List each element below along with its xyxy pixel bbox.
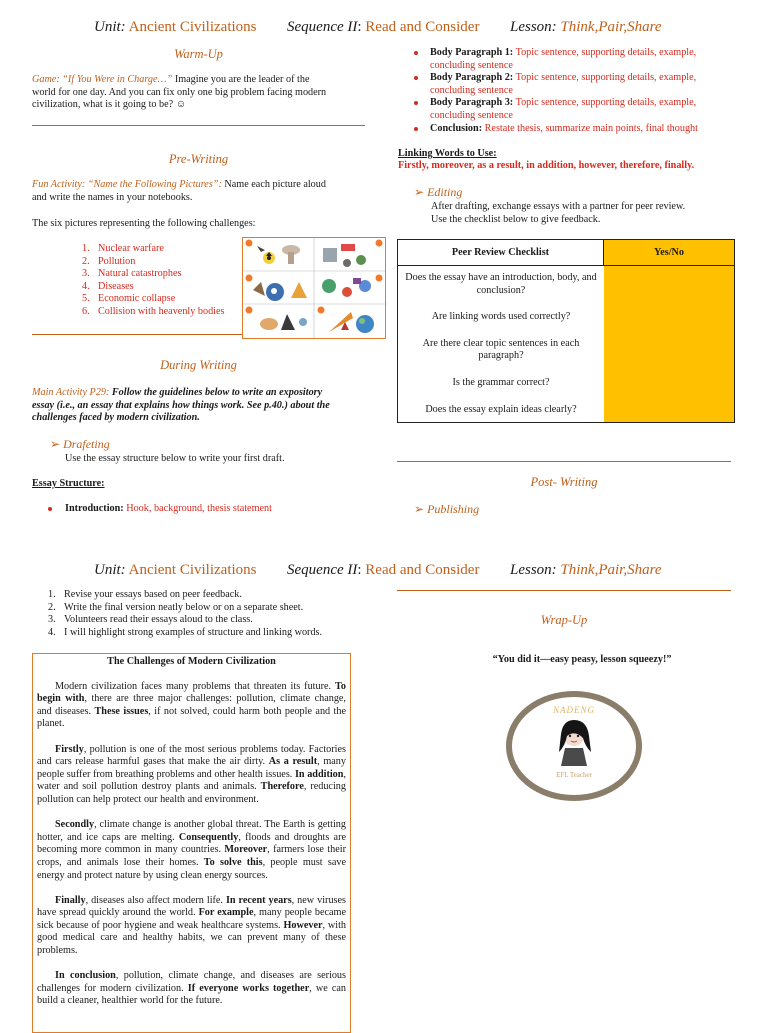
bullet-icon — [414, 51, 418, 55]
sequence-key: Sequence II — [287, 19, 358, 35]
sequence-header-2: Sequence II: Read and Consider — [287, 562, 480, 578]
list-item: 2. Write the final version neatly below or on a separate sheet. — [48, 601, 304, 613]
essay-text: , new viruses have spread quickly around the world. — [37, 894, 346, 919]
essay-text: , diseases also affect modern life. — [85, 894, 226, 906]
essay-linking-word: In conclusion — [55, 970, 116, 982]
essay-text: , there are three major challenges: pollution, climate change, and diseases. — [37, 693, 346, 717]
during-writing-title: During Writing — [160, 358, 237, 372]
bullet-icon — [414, 76, 418, 80]
warmup-text — [32, 74, 365, 112]
introduction-label: Introduction: — [65, 503, 124, 514]
essay-paragraph — [37, 895, 346, 958]
editing-heading — [414, 185, 462, 200]
list-item: 1. Nuclear warfare — [82, 243, 164, 254]
main-activity-text-3: challenges faced by modern civilization. — [32, 412, 200, 424]
essay-linking-word: In addition — [294, 768, 344, 780]
activity-label: Fun Activity: “Name the Following Pictures”: — [32, 179, 222, 190]
prewriting-activity — [32, 179, 365, 204]
lesson-header-1 — [510, 19, 662, 36]
essay-linking-word: However — [283, 919, 323, 931]
essay-text: , floods and droughts are becoming more common in many countries. — [37, 831, 346, 856]
essay-text: , many people became sick because of poor hygiene and weak healthcare systems. — [37, 907, 346, 931]
warmup-title: Warm-Up — [174, 47, 223, 61]
prewriting-title: Pre-Writing — [168, 152, 229, 166]
essay-linking-word: Firstly — [55, 743, 84, 755]
checklist-questions — [398, 272, 604, 416]
game-text-2: world for one day. And you can fix only one big problem facing modern — [32, 86, 327, 98]
checklist-yesno-column — [604, 240, 734, 422]
sequence-value: Read and Consider — [365, 19, 480, 35]
essay-paragraph — [37, 970, 346, 1008]
body-paragraph-3: Body Paragraph 3: Topic sentence, supporting details, example, concluding sentence — [430, 97, 697, 121]
essay-linking-word: As a result — [268, 756, 318, 768]
essay-linking-word: To begin with — [37, 680, 346, 705]
essay-linking-word: These issues — [94, 705, 149, 717]
bullet-icon — [414, 127, 418, 131]
arrow-icon: ➢ — [50, 437, 61, 451]
main-activity-text-1: Follow the guidelines below to write an expository — [111, 387, 323, 398]
table-row: Are linking words used correctly? — [431, 311, 571, 323]
activity-text-1: Name each picture aloud — [224, 179, 326, 190]
table-row: Is the grammar correct? — [452, 376, 550, 388]
unit-value: Ancient Civilizations — [128, 19, 257, 35]
linking-words-title: Linking Words to Use: — [398, 148, 497, 159]
post-writing-title: Post- Writing — [530, 475, 598, 489]
main-activity — [32, 387, 365, 425]
essay-linking-word: In recent years — [225, 894, 292, 906]
lesson-value: Think,Pair,Share — [560, 19, 662, 35]
bullet-icon — [48, 507, 52, 511]
challenges-pictures — [242, 237, 386, 339]
main-activity-text-2: essay (i.e., an essay that explains how things work. See p.40.) about the — [32, 399, 330, 411]
editing-label: Editing — [427, 185, 463, 199]
essay-linking-word: To solve this — [203, 856, 263, 868]
list-item: 1. Revise your essays based on peer feedback. — [48, 589, 242, 600]
essay-paragraph — [37, 681, 346, 731]
conclusion-line: Conclusion: Restate thesis, summarize main points, final thought — [430, 123, 698, 134]
unit-key: Unit: — [94, 19, 126, 35]
arrow-icon: ➢ — [414, 502, 425, 516]
teacher-badge — [505, 690, 643, 802]
challenges-list — [82, 243, 242, 319]
introduction-text: Hook, background, thesis statement — [126, 503, 272, 514]
list-item: 6. Collision with heavenly bodies — [82, 305, 225, 317]
publishing-steps — [48, 589, 378, 639]
divider-editing — [397, 461, 731, 462]
wrapup-title: Wrap-Up — [540, 613, 588, 627]
table-row: Are there clear topic sentences in each paragraph? — [422, 337, 580, 362]
essay-text: , we can build a cleaner, healthier world for the future. — [37, 982, 346, 1007]
essay-linking-word: If everyone works together — [187, 982, 310, 994]
essay-text: , reducing pollution can help protect our health and environment. — [37, 781, 346, 805]
bullet-icon — [414, 101, 418, 105]
page-header-1 — [94, 19, 257, 36]
essay-text: , if not solved, could harm both people and the planet. — [37, 705, 347, 730]
checklist-header-left: Peer Review Checklist — [398, 240, 604, 266]
introduction-line — [65, 503, 272, 516]
editing-text: After drafting, exchange essays with a partner for peer review. Use the checklist below to give feedback. — [431, 201, 686, 225]
essay-text: , farmers lose their crops, and animals lose their homes. — [37, 844, 346, 868]
body-paragraph-2: Body Paragraph 2: Topic sentence, supporting details, example, concluding sentence — [430, 72, 697, 96]
challenges-intro: The six pictures representing the following challenges: — [32, 218, 256, 229]
checklist-header-right: Yes/No — [604, 240, 734, 266]
main-activity-label: Main Activity P29: — [32, 387, 110, 398]
model-essay-box — [32, 653, 351, 1033]
divider-warmup — [32, 125, 365, 126]
badge-bottom-text: EFL Teacher — [556, 771, 592, 779]
list-item: 3. Natural catastrophes — [82, 268, 182, 280]
essay-text: , pollution, climate change, and diseases are serious challenges for modern civilization. — [37, 970, 346, 994]
divider-prewriting — [32, 334, 242, 335]
lesson-header-2: Lesson: Think,Pair,Share — [510, 562, 662, 578]
arrow-icon: ➢ — [414, 185, 425, 199]
list-item: 5. Economic collapse — [82, 293, 176, 305]
table-row: Does the essay have an introduction, body, and conclusion? — [405, 272, 597, 296]
essay-paragraph — [37, 744, 346, 807]
publishing-label: Publishing — [427, 502, 480, 516]
body-paragraph-1: Body Paragraph 1: Topic sentence, supporting details, example, concluding sentence — [430, 47, 697, 71]
essay-text: , climate change is another global threat. The Earth is getting hotter, and ice caps are melting. — [37, 819, 346, 843]
essay-linking-word: Secondly — [55, 819, 95, 831]
game-label: Game: “If You Were in Charge…” — [32, 74, 173, 85]
peer-review-checklist — [397, 239, 735, 423]
essay-linking-word: Moreover — [224, 844, 268, 856]
divider-wrapup — [397, 590, 731, 591]
essay-text: , water and soil pollution destroy plants and animals. — [37, 768, 346, 793]
drafting-label: Drafeting — [63, 437, 110, 451]
activity-text-2: and write the names in your notebooks. — [32, 191, 193, 203]
drafting-heading — [50, 437, 110, 452]
list-item: 4. I will highlight strong examples of structure and linking words. — [48, 626, 323, 638]
sequence-header-1: Sequence II: Read and Consider — [287, 19, 480, 35]
essay-text: , pollution is one of the most serious problems today. Factories and cars release harmful gases that make the air dirty. — [37, 743, 346, 768]
game-text-3: civilization, what is it going to be? ☺ — [32, 99, 187, 111]
game-text-1: Imagine you are the leader of the — [174, 74, 310, 85]
page-header-2: Unit: Ancient Civilizations — [94, 562, 257, 578]
essay-linking-word: Consequently — [178, 831, 239, 843]
essay-structure-title: Essay Structure: — [32, 478, 105, 489]
drafting-text: Use the essay structure below to write your first draft. — [65, 453, 285, 464]
table-row: Does the essay explain ideas clearly? — [425, 403, 577, 415]
essay-text: , with good medical care and healthy habits, we can prevent many of these problems. — [37, 919, 346, 957]
essay-text: Modern civilization faces many problems that threaten its future. — [55, 680, 336, 692]
essay-body — [37, 681, 346, 1008]
linking-words-list: Firstly, moreover, as a result, in addition, however, therefore, finally. — [398, 160, 695, 171]
list-item: 3. Volunteers read their essays aloud to the class. — [48, 614, 253, 626]
essay-text: , people must save energy and protect nature by using clean energy sources. — [37, 856, 346, 881]
essay-linking-word: Therefore — [260, 781, 304, 793]
list-item: 4. Diseases — [82, 280, 134, 292]
essay-text: , many people suffer from breathing problems and other health issues. — [37, 756, 346, 780]
essay-linking-word: Finally — [55, 894, 86, 906]
wrapup-quote: “You did it—easy peasy, lesson squeezy!” — [492, 654, 672, 665]
list-item: 2. Pollution — [82, 255, 136, 267]
essay-linking-word: For example — [198, 907, 254, 919]
essay-title: The Challenges of Modern Civilization — [107, 656, 276, 667]
essay-paragraph — [37, 819, 346, 882]
badge-top-text: NADENG — [553, 705, 595, 715]
publishing-heading — [414, 502, 479, 517]
lesson-key: Lesson: — [510, 19, 557, 35]
